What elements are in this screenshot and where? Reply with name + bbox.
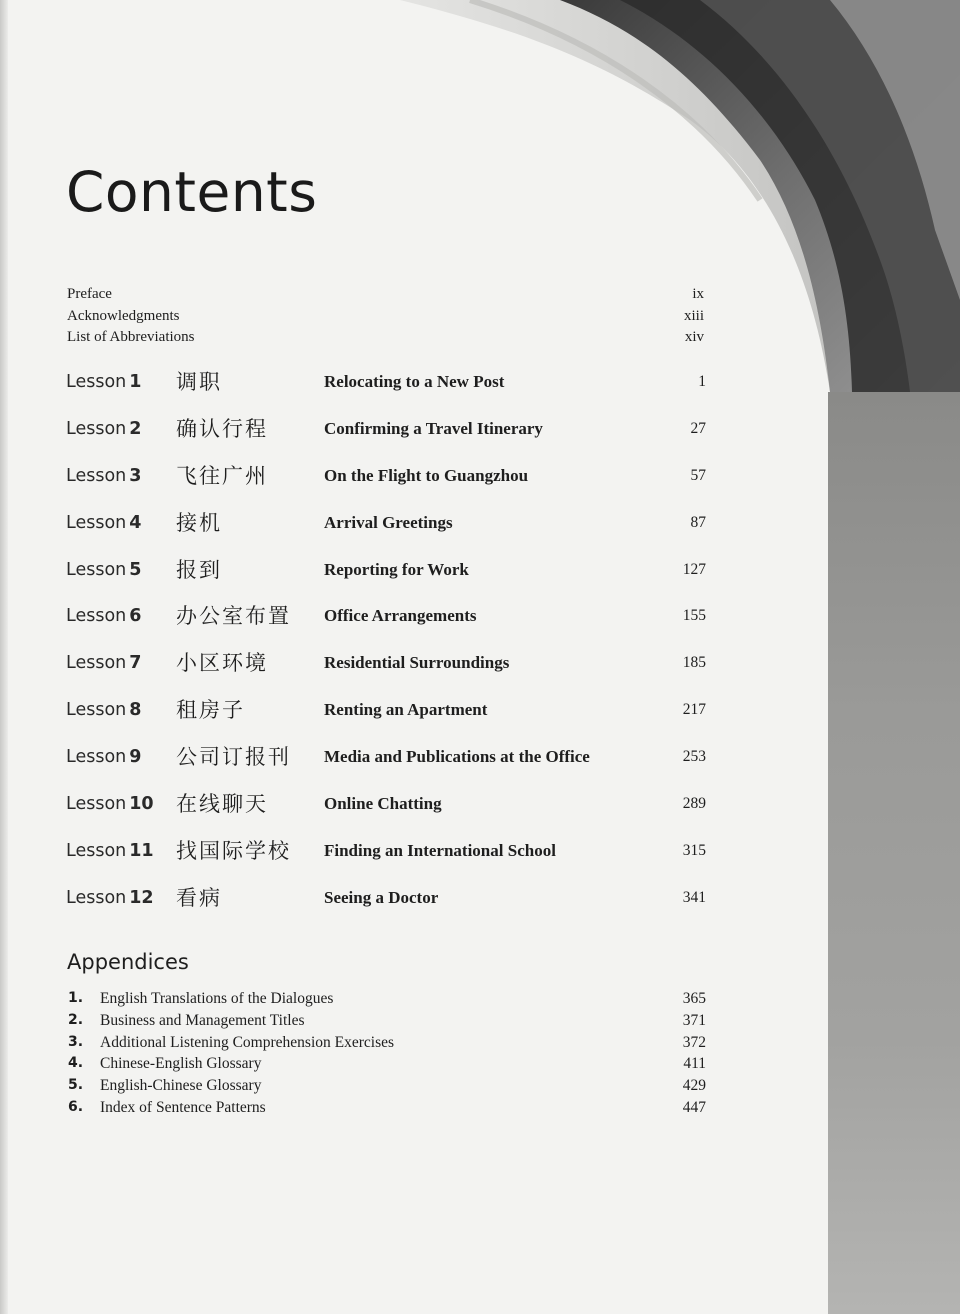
- lesson-row: [66, 458, 708, 505]
- appendix-page: 365: [682, 990, 706, 1007]
- side-gray-band: [828, 392, 960, 1314]
- lesson-chinese-title: 接机: [176, 510, 222, 535]
- lesson-english-title: Media and Publications at the Office: [324, 747, 590, 767]
- lesson-english-title: Online Chatting: [324, 794, 442, 814]
- appendix-page: 411: [683, 1055, 706, 1073]
- appendix-page: 429: [682, 1077, 706, 1095]
- appendix-item: [68, 988, 708, 1010]
- lesson-chinese-title: 找国际学校: [176, 838, 291, 863]
- appendix-list: [68, 988, 708, 1119]
- lesson-page: 185: [682, 654, 706, 672]
- front-matter-page: ix: [692, 286, 704, 302]
- lesson-chinese-title: 租房子: [176, 698, 245, 723]
- appendices-heading: Appendices: [67, 950, 189, 974]
- appendix-item: [68, 1097, 708, 1119]
- lesson-row: [66, 645, 708, 692]
- front-matter-item: [67, 284, 707, 306]
- lesson-row: [66, 739, 708, 786]
- lesson-page: 315: [682, 841, 706, 859]
- front-matter-label: Acknowledgments: [67, 307, 180, 324]
- lesson-number: Lesson 6: [66, 606, 142, 627]
- lesson-page: 87: [690, 513, 706, 531]
- lesson-row: [66, 552, 708, 599]
- lesson-english-title: Confirming a Travel Itinerary: [324, 418, 543, 438]
- lesson-number: Lesson 7: [66, 653, 142, 674]
- lesson-page: 27: [690, 419, 706, 437]
- lesson-chinese-title: 调职: [176, 370, 222, 394]
- page-title: Contents: [66, 160, 318, 224]
- lesson-number: Lesson 4: [66, 512, 142, 533]
- front-matter-page: xiii: [683, 307, 704, 324]
- lesson-list: [66, 364, 708, 927]
- appendix-label: English Translations of the Dialogues: [100, 990, 334, 1007]
- lesson-row: [66, 598, 708, 645]
- appendix-label: English-Chinese Glossary: [100, 1077, 262, 1095]
- lesson-number: Lesson 11: [66, 840, 154, 861]
- appendix-label: Additional Listening Comprehension Exercises: [100, 1033, 395, 1051]
- appendix-item: [68, 1010, 708, 1032]
- lesson-english-title: On the Flight to Guangzhou: [324, 465, 529, 485]
- lesson-english-title: Finding an International School: [324, 840, 556, 860]
- lesson-number: Lesson 9: [66, 747, 142, 768]
- front-matter-label: Preface: [67, 286, 112, 302]
- front-matter-item: [67, 327, 707, 349]
- lesson-chinese-title: 飞往广州: [176, 463, 268, 488]
- appendix-number: 3.: [68, 1033, 84, 1050]
- lesson-row: [66, 505, 708, 552]
- lesson-row: [66, 786, 708, 833]
- lesson-page: 253: [682, 748, 706, 766]
- lesson-english-title: Arrival Greetings: [324, 512, 453, 532]
- page-edge-shadow: [0, 0, 8, 1314]
- appendix-label: Index of Sentence Patterns: [100, 1098, 266, 1116]
- lesson-number: Lesson 5: [66, 559, 142, 580]
- lesson-chinese-title: 看病: [176, 885, 222, 910]
- appendix-number: 6.: [68, 1098, 84, 1115]
- lesson-number: Lesson 8: [66, 700, 142, 721]
- lesson-chinese-title: 小区环境: [176, 651, 268, 676]
- lesson-chinese-title: 公司订报刊: [176, 745, 291, 770]
- lesson-english-title: Residential Surroundings: [324, 653, 510, 673]
- appendix-number: 1.: [68, 990, 84, 1006]
- lesson-page: 341: [682, 888, 706, 906]
- lesson-page: 1: [698, 373, 706, 390]
- appendix-label: Business and Management Titles: [100, 1011, 305, 1029]
- appendix-page: 372: [682, 1033, 706, 1051]
- appendix-page: 447: [682, 1098, 706, 1116]
- front-matter-page: xiv: [684, 329, 704, 345]
- lesson-chinese-title: 报到: [176, 557, 222, 582]
- lesson-row: [66, 880, 708, 927]
- lesson-page: 57: [690, 466, 706, 484]
- appendix-item: [68, 1075, 708, 1097]
- appendix-number: 2.: [68, 1011, 84, 1028]
- lesson-number: Lesson 2: [66, 418, 142, 439]
- lesson-chinese-title: 在线聊天: [176, 792, 268, 817]
- lesson-number: Lesson 10: [66, 794, 154, 815]
- lesson-english-title: Seeing a Doctor: [324, 887, 439, 907]
- appendix-number: 5.: [68, 1077, 84, 1094]
- lesson-page: 155: [682, 607, 706, 625]
- lesson-row: [66, 364, 708, 411]
- appendix-number: 4.: [68, 1055, 84, 1072]
- lesson-row: [66, 833, 708, 880]
- appendix-item: [68, 1032, 708, 1054]
- lesson-chinese-title: 确认行程: [176, 416, 268, 441]
- appendix-item: [68, 1053, 708, 1075]
- front-matter-item: [67, 306, 707, 328]
- lesson-row: [66, 411, 708, 458]
- appendix-label: Chinese-English Glossary: [100, 1055, 262, 1073]
- lesson-english-title: Reporting for Work: [324, 559, 469, 579]
- lesson-page: 127: [682, 560, 706, 578]
- lesson-page: 289: [682, 795, 706, 813]
- lesson-english-title: Relocating to a New Post: [324, 372, 505, 391]
- lesson-page: 217: [682, 701, 706, 719]
- lesson-number: Lesson 1: [66, 372, 142, 392]
- front-matter-label: List of Abbreviations: [67, 329, 195, 345]
- appendix-page: 371: [682, 1011, 706, 1029]
- lesson-number: Lesson 3: [66, 465, 142, 486]
- lesson-number: Lesson 12: [66, 887, 154, 908]
- lesson-english-title: Renting an Apartment: [324, 700, 488, 720]
- front-matter-list: [67, 284, 707, 349]
- lesson-chinese-title: 办公室布置: [176, 604, 291, 629]
- lesson-english-title: Office Arrangements: [324, 606, 477, 626]
- lesson-row: [66, 692, 708, 739]
